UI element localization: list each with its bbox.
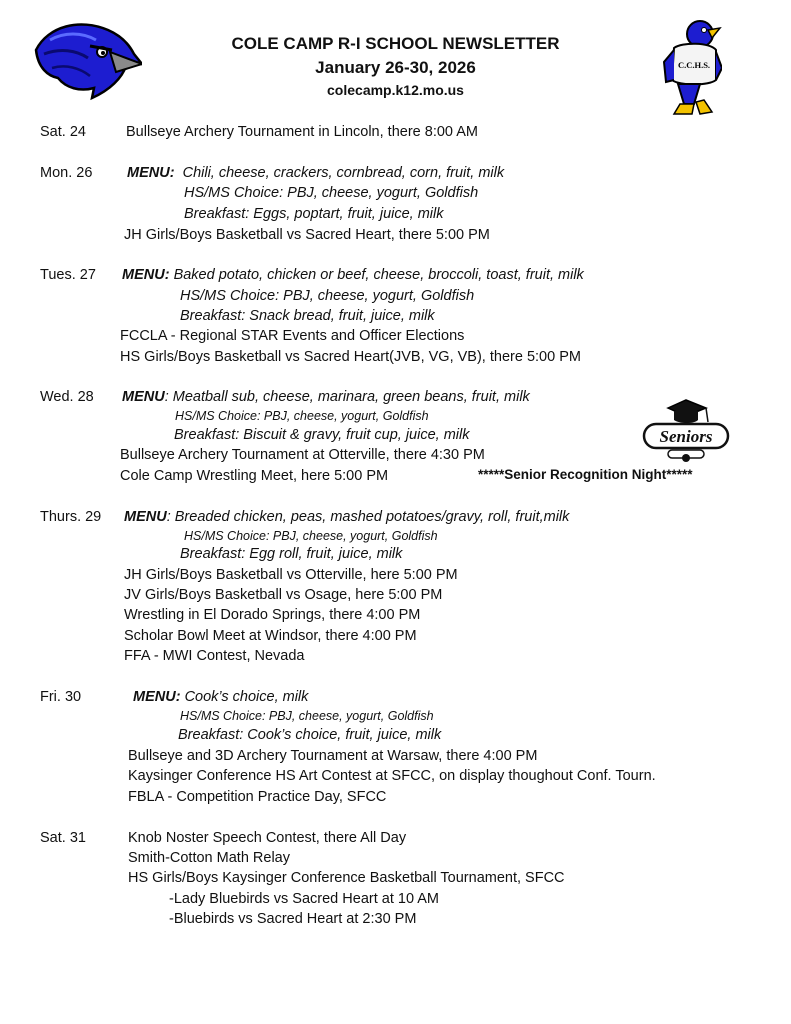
school-website: colecamp.k12.mo.us <box>327 82 464 98</box>
newsletter-title: COLE CAMP R-I SCHOOL NEWSLETTER <box>231 34 560 53</box>
menu-items: Chili, cheese, crackers, cornbread, corn, fruit, milk <box>182 165 505 181</box>
newsletter-dates: January 26-30, 2026 <box>315 58 476 77</box>
event-sat31-3: HS Girls/Boys Kaysinger Conference Basketball Tournament, SFCC <box>128 870 565 886</box>
event-sat31-5: -Bluebirds vs Sacred Heart at 2:30 PM <box>169 911 417 927</box>
event-thu29-3: Wrestling in El Dorado Springs, there 4:00 PM <box>124 607 421 623</box>
event-thu29-4: Scholar Bowl Meet at Windsor, there 4:00 PM <box>124 628 417 644</box>
menu-items: : Breaded chicken, peas, mashed potatoes/gravy, roll, fruit,milk <box>166 509 570 525</box>
cchs-text: C.C.H.S. <box>677 60 711 70</box>
event-thu29-2: JV Girls/Boys Basketball vs Osage, here 5:00 PM <box>124 587 443 603</box>
event-fri30-3: FBLA - Competition Practice Day, SFCC <box>128 789 387 805</box>
day-label-sat24: Sat. 24 <box>40 124 86 140</box>
event-tue27-1: FCCLA - Regional STAR Events and Officer Elections <box>120 328 465 344</box>
day-label-sat31: Sat. 31 <box>40 830 86 846</box>
event-tue27-2: HS Girls/Boys Basketball vs Sacred Heart(JVB, VG, VB), there 5:00 PM <box>120 349 581 365</box>
event-sat31-2: Smith-Cotton Math Relay <box>128 850 290 866</box>
breakfast-thu29: Breakfast: Egg roll, fruit, juice, milk <box>180 546 403 562</box>
event-sat31-1: Knob Noster Speech Contest, there All Day <box>128 830 407 846</box>
event-wed28-1: Bullseye Archery Tournament at Otterville, there 4:30 PM <box>120 447 485 463</box>
newsletter-header <box>0 32 791 100</box>
day-label-wed28: Wed. 28 <box>40 389 94 405</box>
menu-label: MENU <box>122 389 165 405</box>
menu-label: MENU <box>124 509 167 525</box>
menu-fri30 <box>133 687 308 707</box>
event-thu29-5: FFA - MWI Contest, Nevada <box>124 648 305 664</box>
day-label-thu29: Thurs. 29 <box>40 509 102 525</box>
day-label-fri30: Fri. 30 <box>40 689 82 705</box>
menu-mon26 <box>127 163 504 183</box>
menu-label: MENU: <box>127 165 175 181</box>
day-label-mon26: Mon. 26 <box>40 165 93 181</box>
breakfast-tue27: Breakfast: Snack bread, fruit, juice, milk <box>180 308 435 324</box>
event-sat24-1: Bullseye Archery Tournament in Lincoln, there 8:00 AM <box>126 124 478 140</box>
seniors-text: Seniors <box>659 427 713 446</box>
choice-tue27: HS/MS Choice: PBJ, cheese, yogurt, Goldfish <box>180 288 475 304</box>
menu-items: : Meatball sub, cheese, marinara, green beans, fruit, milk <box>164 389 530 405</box>
menu-label: MENU: <box>133 689 181 705</box>
event-mon26-1: JH Girls/Boys Basketball vs Sacred Heart, there 5:00 PM <box>124 227 490 243</box>
menu-label: MENU: <box>122 267 170 283</box>
menu-tue27 <box>122 265 584 285</box>
choice-mon26: HS/MS Choice: PBJ, cheese, yogurt, Goldfish <box>184 185 479 201</box>
menu-thu29 <box>124 507 569 527</box>
event-sat31-4: -Lady Bluebirds vs Sacred Heart at 10 AM <box>169 891 439 907</box>
breakfast-mon26: Breakfast: Eggs, poptart, fruit, juice, milk <box>184 206 444 222</box>
choice-thu29: HS/MS Choice: PBJ, cheese, yogurt, Goldfish <box>184 529 438 543</box>
breakfast-fri30: Breakfast: Cook’s choice, fruit, juice, milk <box>178 727 442 743</box>
day-label-tue27: Tues. 27 <box>40 267 96 283</box>
menu-items: Cook’s choice, milk <box>184 689 309 705</box>
event-fri30-1: Bullseye and 3D Archery Tournament at Warsaw, there 4:00 PM <box>128 748 538 764</box>
event-wed28-2: Cole Camp Wrestling Meet, here 5:00 PM <box>120 468 389 484</box>
menu-items: Baked potato, chicken or beef, cheese, broccoli, toast, fruit, milk <box>173 267 584 283</box>
choice-wed28: HS/MS Choice: PBJ, cheese, yogurt, Goldfish <box>175 409 429 423</box>
choice-fri30: HS/MS Choice: PBJ, cheese, yogurt, Goldfish <box>180 709 434 723</box>
breakfast-wed28: Breakfast: Biscuit & gravy, fruit cup, juice, milk <box>174 427 470 443</box>
event-thu29-1: JH Girls/Boys Basketball vs Otterville, here 5:00 PM <box>124 567 458 583</box>
senior-recognition-note: *****Senior Recognition Night***** <box>478 467 693 482</box>
seniors-graduation-graphic <box>640 398 732 466</box>
event-fri30-2: Kaysinger Conference HS Art Contest at SFCC, on display thoughout Conf. Tourn. <box>128 768 656 784</box>
menu-wed28 <box>122 387 530 407</box>
